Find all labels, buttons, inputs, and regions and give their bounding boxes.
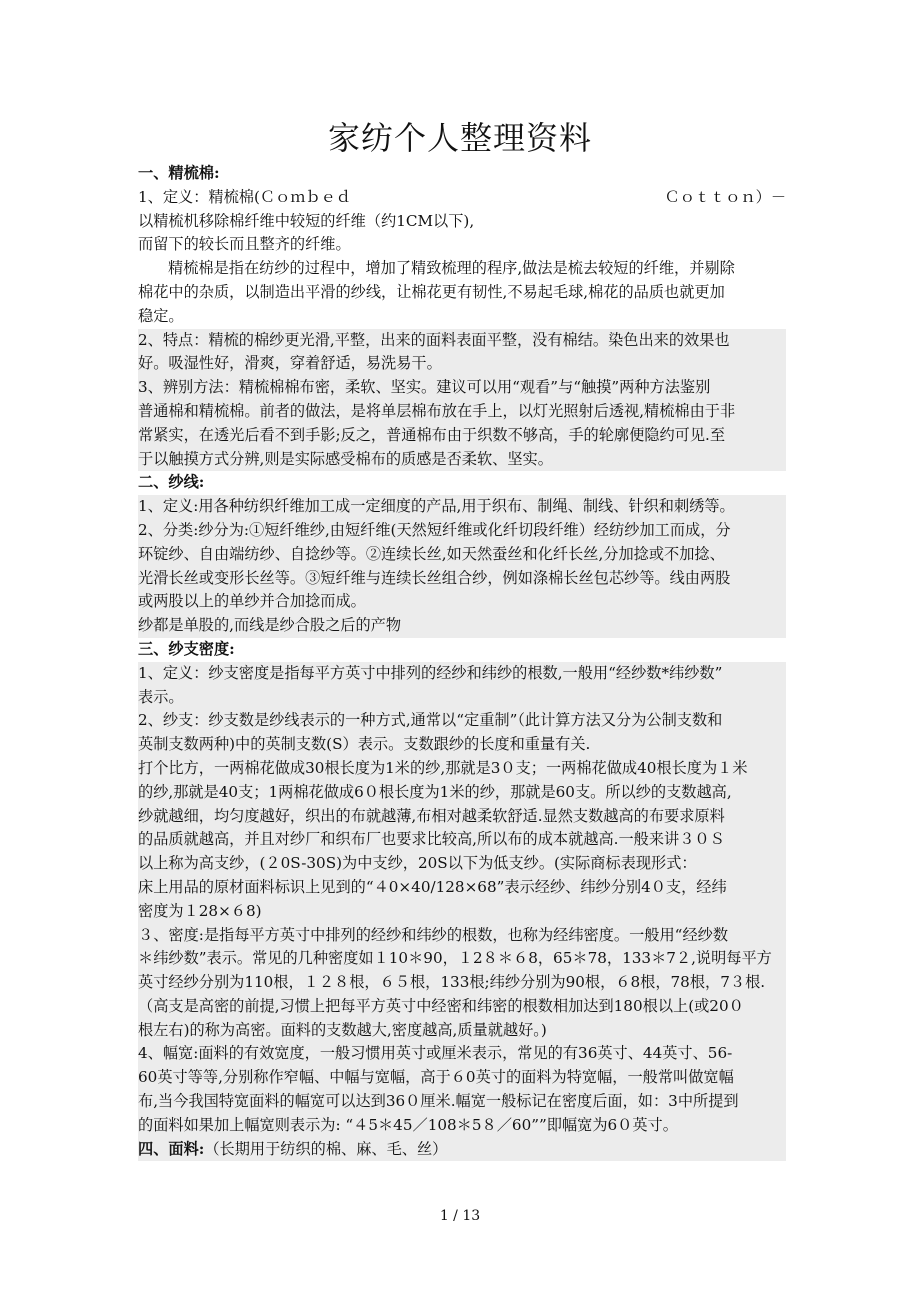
text-line — [138, 400, 786, 424]
text-line — [138, 210, 786, 234]
text-line — [138, 686, 786, 710]
text-line — [138, 852, 786, 876]
line-text: 稳定。 — [138, 306, 184, 325]
text-line — [138, 448, 786, 472]
line-text: 3、辨别方法：精梳棉棉布密，柔软、坚实。建议可以用“观看”与“触摸”两种方法鉴别 — [138, 378, 711, 397]
text-line — [138, 567, 786, 591]
text-line — [138, 1019, 786, 1043]
heading-text: 二、纱线: — [138, 473, 205, 492]
text-line — [138, 900, 786, 924]
line-right-text: Ｃｏｔｔｏｎ）－ — [664, 187, 786, 206]
text-line — [138, 995, 786, 1019]
line-text: 2、分类:纱分为:①短纤维纱,由短纤维(天然短纤维或化纤切段纤维）经纺纱加工而成，分 — [138, 520, 731, 539]
document-title: 家纺个人整理资料 — [327, 119, 592, 157]
text-line — [138, 924, 786, 948]
heading-text: 一、精梳棉: — [138, 164, 220, 182]
line-text: 而留下的较长而且整齐的纤维。 — [138, 235, 351, 254]
line-text: 以精梳机移除棉纤维中较短的纤维（约1CM以下), — [138, 211, 475, 230]
text-line — [138, 376, 786, 400]
text-line — [138, 662, 786, 686]
line-text: ３、密度:是指每平方英寸中排列的经纱和纬纱的根数，也称为经纬密度。一般用“经纱数 — [138, 925, 729, 944]
section-heading — [138, 471, 786, 495]
text-line — [138, 781, 786, 805]
section-heading — [138, 638, 786, 662]
text-line — [138, 424, 786, 448]
text-line — [138, 1042, 786, 1066]
text-line — [138, 543, 786, 567]
line-text: 英寸经纱分别为110根，１２８根，６５根，133根;纬纱分别为90根，６8根，78根，7３根. — [138, 973, 766, 992]
text-line — [138, 805, 786, 829]
text-line — [138, 1114, 786, 1138]
text-line — [138, 281, 786, 305]
line-left-text: 1、定义：精梳棉(Ｃｏｍｂｅｄ — [138, 187, 352, 206]
section-heading — [138, 1138, 786, 1162]
text-line — [138, 329, 786, 353]
line-text: 或两股以上的单纱并合加捻而成。 — [138, 592, 366, 611]
line-text: 光滑长丝或变形长丝等。③短纤维与连续长丝组合纱，例如涤棉长丝包芯纱等。线由两股 — [138, 568, 731, 587]
text-line — [138, 733, 786, 757]
text-line — [138, 757, 786, 781]
text-line — [138, 1066, 786, 1090]
line-text: 常紧实，在透光后看不到手影;反之，普通棉布由于织数不够高，手的轮廓便隐约可见.至 — [138, 425, 726, 444]
line-text: ＊纬纱数”表示。常见的几种密度如１10＊90，１2８＊６8，65＊78，133＊7２,说明每平方 — [138, 949, 772, 968]
text-line — [138, 352, 786, 376]
line-text: 2、纱支：纱支数是纱线表示的一种方式,通常以“定重制”（此计算方法又分为公制支数和 — [138, 711, 723, 730]
line-text: 表示。 — [138, 687, 184, 706]
line-text: 纱都是单股的,而线是纱合股之后的产物 — [138, 616, 402, 635]
line-text: 环锭纱、自由端纺纱、自捻纱等。②连续长丝,如天然蚕丝和化纤长丝,分加捻或不加捻、 — [138, 544, 725, 563]
line-text: 的面料如果加上幅宽则表示为: “４5＊45／108＊5８／60””即幅宽为6０英寸。 — [138, 1115, 678, 1134]
line-text: 密度为１28×６8) — [138, 901, 262, 920]
heading-text: 四、面料: — [138, 1139, 205, 1158]
text-line — [138, 519, 786, 543]
line-text: 的品质就越高，并且对纱厂和织布厂也要求比较高,所以布的成本就越高.一般来讲３０Ｓ — [138, 830, 725, 849]
text-line — [138, 828, 786, 852]
line-text: 60英寸等等,分别称作窄幅、中幅与宽幅，高于６0英寸的面料为特宽幅，一般常叫做宽幅 — [138, 1068, 734, 1087]
line-text: 布,当今我国特宽面料的幅宽可以达到36０厘米.幅宽一般标记在密度后面，如：3中所提到 — [138, 1092, 739, 1111]
line-text: 好。吸湿性好，滑爽，穿着舒适，易洗易干。 — [138, 354, 442, 373]
line-text: 英制支数两种)中的英制支数(S）表示。支数跟纱的长度和重量有关. — [138, 735, 591, 754]
line-text: 以上称为高支纱，(２0S-30S)为中支纱，20S以下为低支纱。(实际商标表现形式： — [138, 854, 697, 873]
text-line — [138, 257, 786, 281]
text-line — [138, 495, 786, 519]
line-text: 精梳棉是指在纺纱的过程中，增加了精致梳理的程序,做法是梳去较短的纤维，并剔除 — [168, 259, 735, 278]
text-line — [138, 590, 786, 614]
text-line — [138, 947, 786, 971]
line-text: 2、特点：精梳的棉纱更光滑,平整，出来的面料表面平整，没有棉结。染色出来的效果也 — [138, 330, 730, 349]
line-text: （高支是高密的前提,习惯上把每平方英寸中经密和纬密的根数相加达到180根以上(或20０ — [138, 996, 744, 1015]
text-line — [138, 876, 786, 900]
text-line — [138, 186, 786, 210]
line-text: 根左右)的称为高密。面料的支数越大,密度越高,质量就越好。) — [138, 1020, 547, 1039]
text-line — [138, 971, 786, 995]
text-line — [138, 709, 786, 733]
line-text: 1、定义：纱支密度是指每平方英寸中排列的经纱和纬纱的根数,一般用“经纱数*纬纱数” — [138, 663, 723, 682]
line-text: 打个比方，一两棉花做成30根长度为1米的纱,那就是3０支；一两棉花做成40根长度为１米 — [138, 758, 748, 777]
line-text: 4、幅宽:面料的有效宽度，一般习惯用英寸或厘米表示，常见的有36英寸、44英寸、56- — [138, 1044, 733, 1063]
heading-suffix: （长期用于纺织的棉、麻、毛、丝） — [204, 1139, 448, 1158]
line-text: 1、定义:用各种纺织纤维加工成一定细度的产品,用于织布、制绳、制线、针织和刺绣等。 — [138, 497, 735, 516]
document-body — [138, 162, 786, 1161]
text-line — [138, 305, 786, 329]
heading-text: 三、纱支密度: — [138, 639, 235, 658]
text-line — [138, 614, 786, 638]
line-text: 于以触摸方式分辨,则是实际感受棉布的质感是否柔软、坚实。 — [138, 449, 553, 468]
line-text: 的纱,那就是40支；1两棉花做成6０根长度为1米的纱，那就是60支。所以纱的支数越高, — [138, 782, 732, 801]
line-text: 纱就越细，均匀度越好，织出的布就越薄,布相对越柔软舒适.显然支数越高的布要求原料 — [138, 806, 725, 825]
section-heading — [138, 162, 786, 186]
text-line — [138, 233, 786, 257]
text-line — [138, 1090, 786, 1114]
line-text: 床上用品的原材面料标识上见到的“４0×40/128×68”表示经纱、纬纱分别4０支，经纬 — [138, 877, 727, 896]
page-number: 1 / 13 — [439, 1208, 481, 1224]
line-text: 棉花中的杂质，以制造出平滑的纱线，让棉花更有韧性,不易起毛球,棉花的品质也就更加 — [138, 282, 725, 301]
line-text: 普通棉和精梳棉。前者的做法，是将单层棉布放在手上，以灯光照射后透视,精梳棉由于非 — [138, 401, 736, 420]
